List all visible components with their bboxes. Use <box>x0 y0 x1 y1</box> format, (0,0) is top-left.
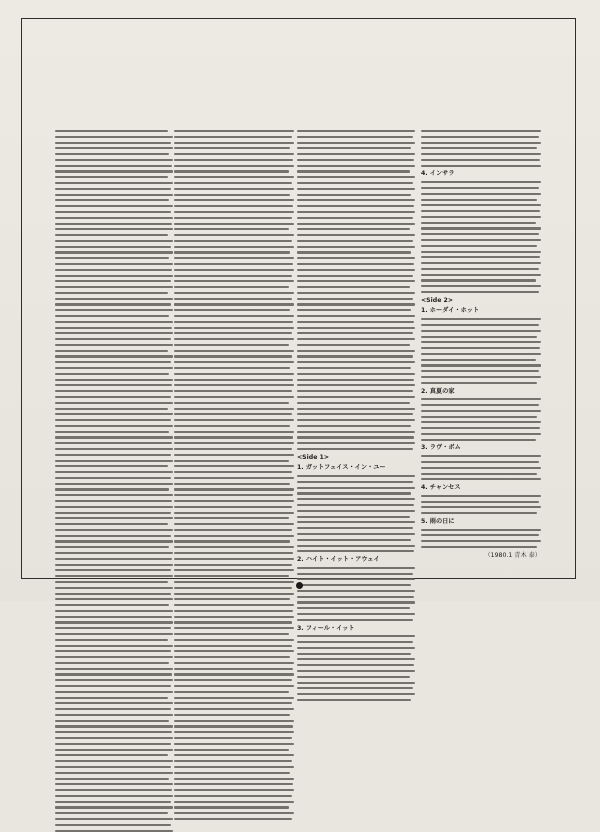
center-dot <box>296 582 303 589</box>
text-column-3 <box>297 130 415 632</box>
side-2-heading: <Side 2> <box>421 296 454 304</box>
track-7-title: 3. ラヴ・ボム <box>421 444 461 452</box>
side-1-heading: <Side 1> <box>297 453 330 461</box>
credit-line: （1980.1 青木 泰） <box>484 551 541 559</box>
track-5-title: 1. ホーダイ・ホット <box>421 307 480 315</box>
track-3-title: 3. フィール・イット <box>297 624 355 632</box>
track-2-title: 2. ハイト・イット・アウェイ <box>297 556 380 564</box>
text-column-2 <box>174 130 294 560</box>
track-6-title: 2. 真夏の家 <box>421 387 455 395</box>
track-8-title: 4. チャンセス <box>421 484 461 492</box>
track-1-title: 1. ガットフェイス・イン・ユー <box>297 464 386 472</box>
text-column-4 <box>421 130 541 560</box>
track-4-title: 4. インサラ <box>421 170 455 178</box>
text-column-1 <box>55 130 173 560</box>
track-9-title: 5. 雨の日に <box>421 517 455 525</box>
